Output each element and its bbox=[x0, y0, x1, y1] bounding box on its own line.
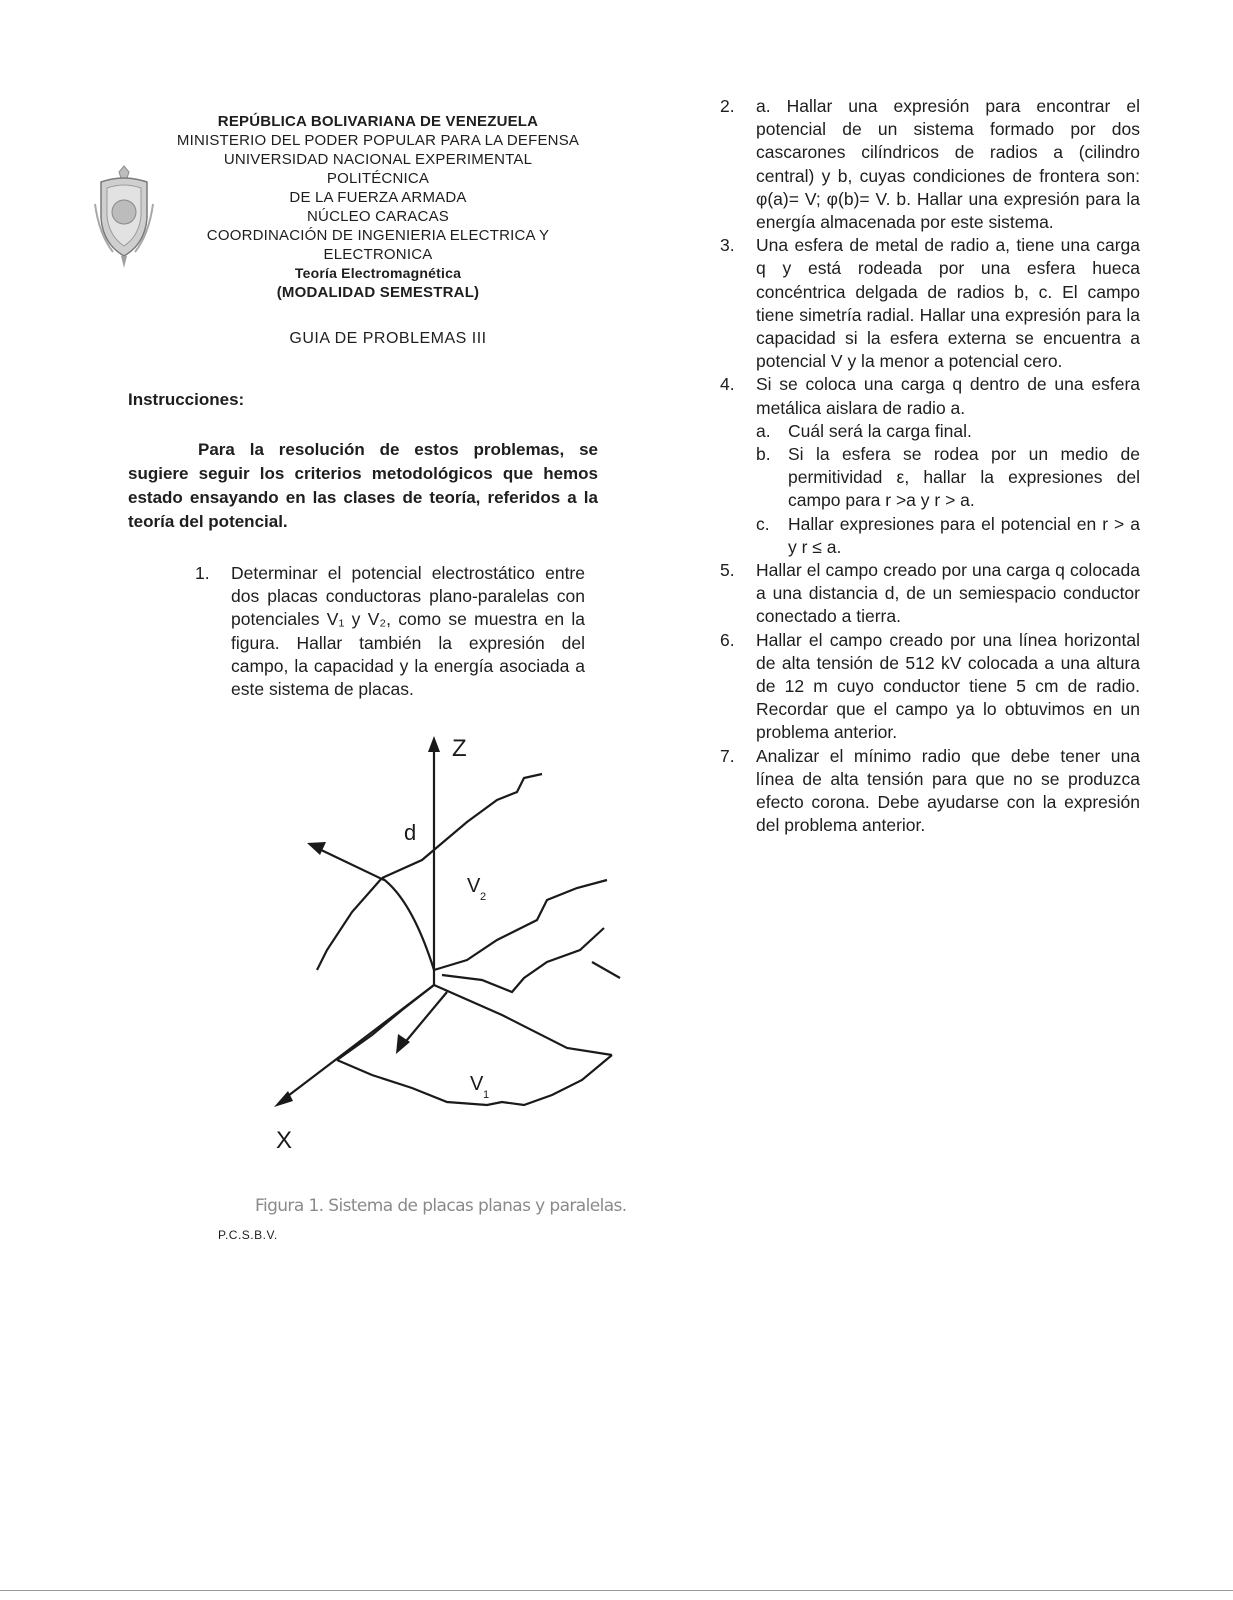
guide-title: GUIA DE PROBLEMAS III bbox=[289, 330, 487, 347]
header-line-4: POLITÉCNICA bbox=[326, 170, 430, 187]
x-axis-label: X bbox=[276, 1127, 293, 1150]
parallel-plates-figure bbox=[262, 730, 622, 1150]
problem-number: 6. bbox=[720, 629, 735, 650]
plate-edge-stub bbox=[592, 962, 620, 978]
problem-7 bbox=[720, 745, 1140, 838]
subitem-text: Cuál será la carga final. bbox=[788, 420, 972, 441]
v2-label: V bbox=[467, 875, 481, 897]
problem-text: Si se coloca una carga q dentro de una esfera metálica aislara de radio a. bbox=[756, 374, 1140, 418]
problem-number: 3. bbox=[720, 235, 735, 256]
parallel-plates-diagram bbox=[262, 730, 622, 1150]
course-modality: (MODALIDAD SEMESTRAL) bbox=[276, 284, 480, 301]
footer-code: P.C.S.B.V. bbox=[218, 1228, 278, 1242]
problem-4-subitems bbox=[756, 420, 1140, 559]
normal-arrow-lower-head bbox=[396, 1034, 410, 1054]
problem-number: 4. bbox=[720, 374, 735, 395]
problem-3 bbox=[720, 234, 1140, 373]
upper-plate-left-edge bbox=[317, 878, 382, 970]
subitem-label: b. bbox=[756, 444, 771, 465]
problem-1 bbox=[195, 562, 585, 701]
normal-arrow-upper-head bbox=[307, 842, 326, 855]
header-line-8: ELECTRONICA bbox=[323, 246, 433, 263]
problem-text: Una esfera de metal de radio a, tiene una carga q y está rodeada por una esfera hueca concéntrica delgada de radios b, c. El campo tiene simetría radial. Hallar una expresión para la capacidad si la esfera externa se encuentra a potencial V y la menor a potencial cero. bbox=[756, 235, 1140, 372]
header-line-6: NÚCLEO CARACAS bbox=[307, 208, 449, 225]
v2-subscript: 2 bbox=[480, 891, 487, 903]
lower-plate-back-edge bbox=[434, 985, 612, 1055]
problem-text: a. Hallar una expresión para encontrar el potencial de un sistema formado por dos cascarones cilíndricos de radios a (cilindro central) y b, cuyas condiciones de frontera son: φ(a)= V; φ(b)= V. b. Hallar una expresión para la energía almacenada por este sistema. bbox=[756, 96, 1140, 233]
lower-plate-left-edge bbox=[337, 985, 434, 1060]
institution-header bbox=[158, 112, 598, 302]
normal-arrow-upper bbox=[317, 848, 384, 880]
subitem-b bbox=[756, 443, 1140, 513]
problem-2 bbox=[720, 95, 1140, 234]
header-line-2: MINISTERIO DEL PODER POPULAR PARA LA DEFENSA bbox=[176, 132, 580, 149]
subitem-text: Hallar expresiones para el potencial en r > a y r ≤ a. bbox=[788, 513, 1140, 557]
university-crest-icon bbox=[93, 164, 155, 274]
subitem-label: a. bbox=[756, 420, 771, 441]
upper-plate-right-edge bbox=[434, 880, 607, 970]
upper-plate-mid-line bbox=[382, 878, 434, 970]
z-axis-label: Z bbox=[452, 735, 467, 762]
v1-label: V bbox=[470, 1073, 484, 1095]
problem-number: 2. bbox=[720, 96, 735, 116]
figure-caption: Figura 1. Sistema de placas planas y paralelas. bbox=[255, 1196, 627, 1216]
normal-arrow-lower bbox=[402, 992, 447, 1046]
page-bottom-rule bbox=[0, 1590, 1233, 1591]
header-line-3: UNIVERSIDAD NACIONAL EXPERIMENTAL bbox=[223, 151, 533, 168]
header-line-7: COORDINACIÓN DE INGENIERIA ELECTRICA Y bbox=[206, 227, 550, 244]
header-line-1: REPÚBLICA BOLIVARIANA DE VENEZUELA bbox=[217, 113, 539, 130]
problem-4 bbox=[720, 373, 1140, 559]
v1-subscript: 1 bbox=[483, 1089, 490, 1101]
problem-number: 5. bbox=[720, 560, 735, 581]
problem-5 bbox=[720, 559, 1140, 629]
problem-text: Hallar el campo creado por una carga q colocada a una distancia d, de un semiespacio conductor conectado a tierra. bbox=[756, 560, 1140, 627]
instructions-text bbox=[128, 438, 598, 534]
problem-text: Hallar el campo creado por una línea horizontal de alta tensión de 512 kV colocada a una altura de 12 m cuyo conductor tiene 5 cm de radio. Recordar que el campo ya lo obtuvimos en un problema anterior. bbox=[756, 629, 1140, 743]
problem-6 bbox=[720, 629, 1140, 745]
separation-label: d bbox=[404, 820, 417, 845]
problem-list-right bbox=[720, 95, 1140, 838]
subitem-a bbox=[756, 420, 1140, 443]
problem-text: Analizar el mínimo radio que debe tener una línea de alta tensión para que no se produzca efecto corona. Debe ayudarse con la expresión del problema anterior. bbox=[756, 745, 1140, 836]
course-name: Teoría Electromagnética bbox=[294, 265, 462, 281]
problem-text: Determinar el potencial electrostático entre dos placas conductoras plano-paralelas con potenciales V₁ y V₂, como se muestra en la figura. Hallar también la expresión del campo, la capacidad y la energía asociada a este sistema de placas. bbox=[231, 563, 585, 700]
subitem-c bbox=[756, 513, 1140, 559]
instructions-body: Para la resolución de estos problemas, se sugiere seguir los criterios metodológicos que hemos estado ensayando en las clases de teoría, referidos a la teoría del potencial. bbox=[128, 440, 598, 531]
subitem-label: c. bbox=[756, 513, 770, 534]
problem-number: 1. bbox=[195, 563, 210, 583]
problem-list-left bbox=[195, 562, 585, 701]
right-column bbox=[720, 95, 1140, 838]
subitem-text: Si la esfera se rodea por un medio de permitividad ε, hallar la expresiones del campo para r >a y r > a. bbox=[788, 444, 1140, 511]
instructions-title: Instrucciones: bbox=[128, 390, 245, 409]
left-column bbox=[128, 112, 598, 701]
z-axis-arrowhead bbox=[428, 736, 440, 752]
header-line-5: DE LA FUERZA ARMADA bbox=[289, 189, 467, 206]
problem-number: 7. bbox=[720, 745, 735, 766]
